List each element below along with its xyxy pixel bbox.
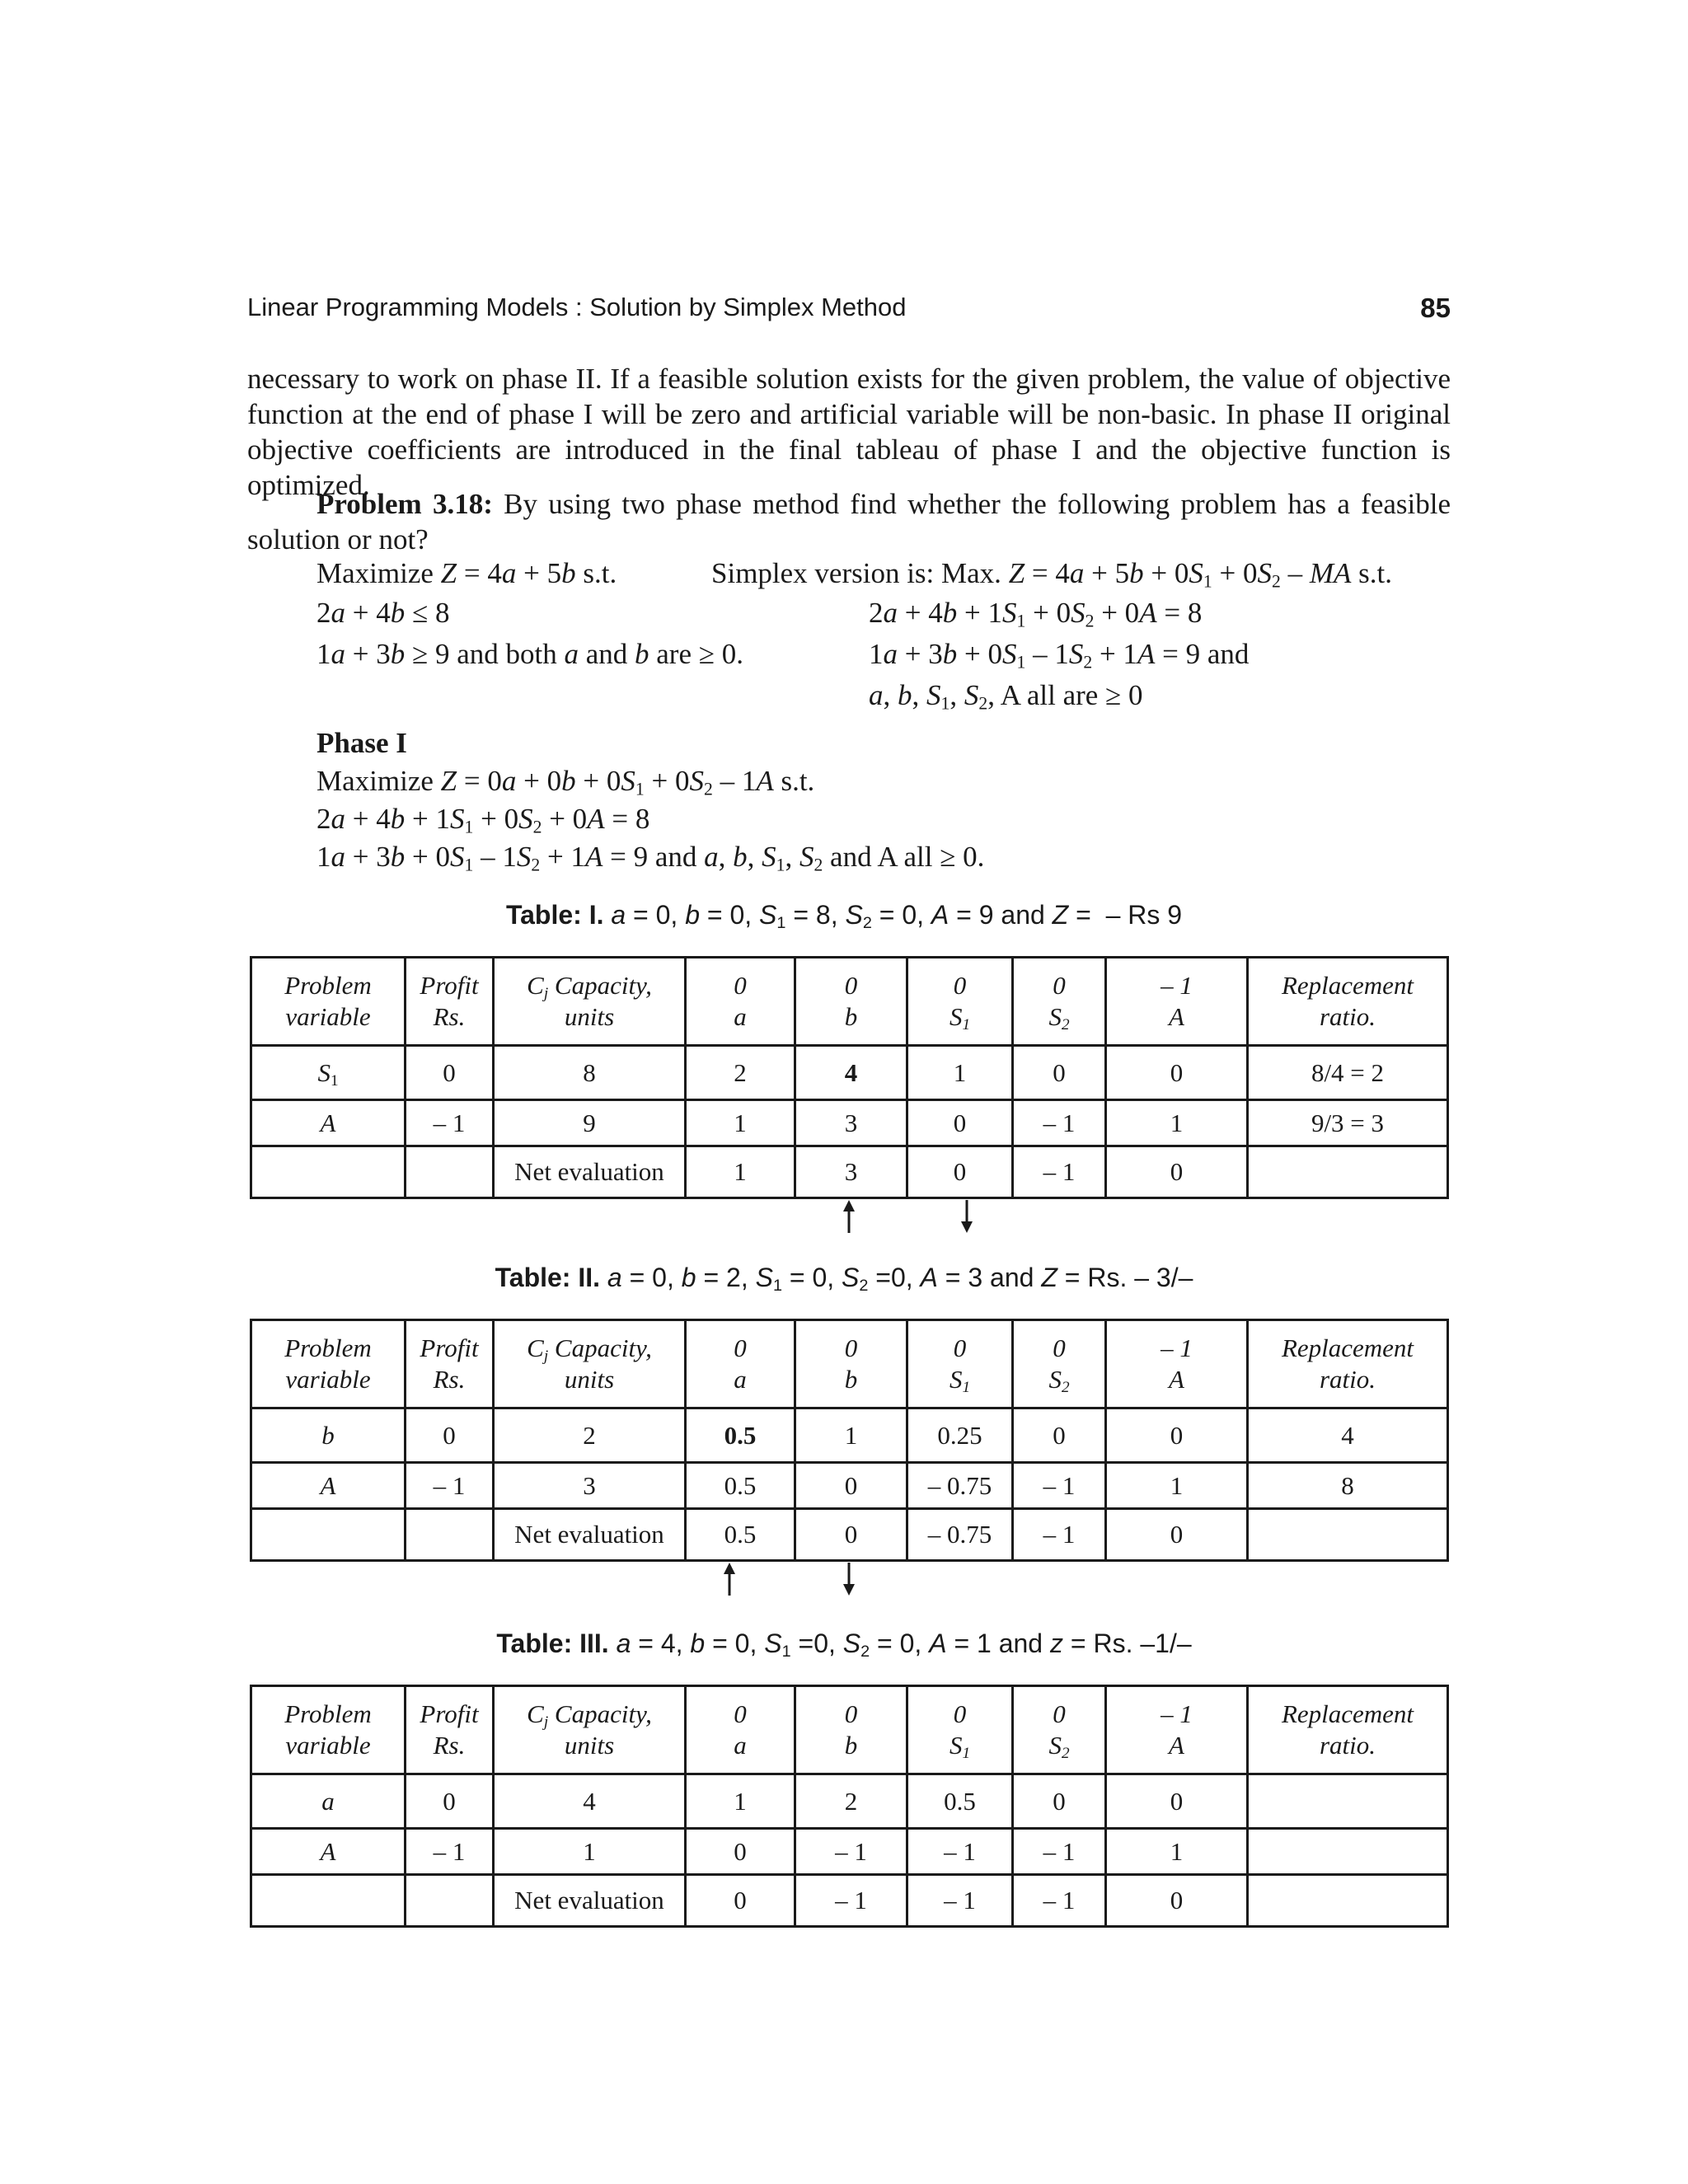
running-header [247,293,1451,334]
col-header-a: 0 a [686,1320,795,1408]
col-header-replacement-ratio: Replacement ratio. [1248,958,1448,1046]
simplex-constraint-2: $1a + 3b + 0S_1 - 1S_2 + 1A = 9$ and [869,638,1250,673]
table-2-caption: Table: II. a = 0, b = 2, $S_1 = 0$, $S_2 =0$, A = 3 and Z = Rs. – 3/– [495,1263,1193,1295]
down-arrow-icon [841,1563,857,1596]
page-number: 85 [1420,293,1451,323]
cell-b: – 1 [795,1829,907,1875]
col-header-replacement-ratio: Replacement ratio. [1248,1320,1448,1408]
cell-a: 1 [686,1146,795,1198]
cell-b: 1 [795,1408,907,1463]
cell-b: 0 [795,1509,907,1561]
net-evaluation-label: Net evaluation [494,1875,686,1927]
cell-profit: 0 [406,1774,494,1829]
cell-artificial: 1 [1106,1463,1248,1509]
col-header-capacity: $C_j$ Capacity, units [494,1320,686,1408]
cell-ratio [1248,1875,1448,1927]
col-header-s1: 0 $S_1$ [907,1686,1013,1774]
running-title: Linear Programming Models : Solution by Simplex Method [247,293,907,321]
phase1-objective: Maximize $Z = 0a + 0b + 0S_1 + 0S_2 - 1A$ s.t. [316,765,815,799]
cell-s2: – 1 [1013,1829,1106,1875]
cell-s1: 0 [907,1100,1013,1146]
cell-profit: – 1 [406,1100,494,1146]
cell-b: 3 [795,1100,907,1146]
table-row [251,1829,1448,1875]
cell-profit: – 1 [406,1463,494,1509]
problem-text: By using two phase method find whether the following problem has a feasible solution or not? [247,488,1451,555]
cell-artificial: 0 [1106,1875,1248,1927]
constraint-1: 2a + 4b ≤ 8 [316,597,450,629]
problem-label: Problem 3.18: [316,488,493,520]
cell-ratio: 8 [1248,1463,1448,1509]
cell-capacity: 8 [494,1046,686,1100]
cell-ratio: 8/4 = 2 [1248,1046,1448,1100]
col-header-capacity: $C_j$ Capacity, units [494,958,686,1046]
cell-s1: – 1 [907,1829,1013,1875]
cell-ratio [1248,1774,1448,1829]
cell-ratio [1248,1829,1448,1875]
cell-a: 2 [686,1046,795,1100]
col-header-s2: 0 $S_2$ [1013,1320,1106,1408]
up-arrow-icon [841,1200,857,1233]
table-row [251,1463,1448,1509]
col-header-a: 0 a [686,1686,795,1774]
table-1-caption: Table: I. a = 0, b = 0, $S_1 = 8$, $S_2 = 0$, A = 9 and Z = – Rs 9 [505,900,1183,932]
col-header-profit: Profit Rs. [406,1320,494,1408]
table-row [251,1046,1448,1100]
cell-s2: 0 [1013,1774,1106,1829]
cell-s2: 0 [1013,1046,1106,1100]
cell-ratio [1248,1509,1448,1561]
cell-s1: 0 [907,1146,1013,1198]
cell-artificial: 0 [1106,1046,1248,1100]
col-header-b: 0 b [795,1686,907,1774]
simplex-constraint-1: $2a + 4b + 1S_1 + 0S_2 + 0A = 8$ [869,597,1203,631]
col-header-s1: 0 $S_1$ [907,1320,1013,1408]
cell-s1: – 0.75 [907,1463,1013,1509]
cell-artificial: 0 [1106,1774,1248,1829]
table-row [251,1408,1448,1463]
cell-ratio: 4 [1248,1408,1448,1463]
simplex-table-3 [250,1685,1449,1928]
net-evaluation-row [251,1509,1448,1561]
col-header-a: 0 a [686,958,795,1046]
cell-b: – 1 [795,1875,907,1927]
col-header-artificial: – 1 A [1106,958,1248,1046]
simplex-table-1 [250,956,1449,1199]
col-header-capacity: $C_j$ Capacity, units [494,1686,686,1774]
basis-variable: A [251,1100,406,1146]
cell-empty [251,1509,406,1561]
cell-ratio: 9/3 = 3 [1248,1100,1448,1146]
cell-profit: – 1 [406,1829,494,1875]
cell-a: 0 [686,1875,795,1927]
col-header-b: 0 b [795,1320,907,1408]
cell-b: 2 [795,1774,907,1829]
basis-variable: b [251,1408,406,1463]
col-header-problem-variable: Problem variable [251,958,406,1046]
basis-variable: a [251,1774,406,1829]
constraint-2: 1a + 3b ≥ 9 and both a and b are ≥ 0. [316,638,743,670]
table-row [251,1774,1448,1829]
cell-capacity: 1 [494,1829,686,1875]
up-arrow-icon [721,1563,738,1596]
basis-variable: A [251,1829,406,1875]
phase-heading: Phase I [316,727,407,759]
cell-capacity: 4 [494,1774,686,1829]
table-1-label: Table: I. [505,900,604,930]
intro-paragraph: necessary to work on phase II. If a feasible solution exists for the given problem, the value of objective function at the end of phase I will be zero and artificial variable will be non-basic. In phase II original objective coefficients are introduced in the final tableau of phase I and the objective function is optimized. [247,363,1451,501]
cell-empty [251,1875,406,1927]
table-header-row [251,958,1448,1046]
cell-empty [406,1875,494,1927]
cell-capacity: 2 [494,1408,686,1463]
cell-s1: 0.25 [907,1408,1013,1463]
cell-ratio [1248,1146,1448,1198]
col-header-replacement-ratio: Replacement ratio. [1248,1686,1448,1774]
cell-s2: – 1 [1013,1463,1106,1509]
cell-a: 1 [686,1100,795,1146]
col-header-artificial: – 1 A [1106,1686,1248,1774]
cell-artificial: 0 [1106,1408,1248,1463]
cell-artificial: 1 [1106,1100,1248,1146]
net-evaluation-label: Net evaluation [494,1146,686,1198]
cell-s2: 0 [1013,1408,1106,1463]
col-header-problem-variable: Problem variable [251,1320,406,1408]
cell-b: 3 [795,1146,907,1198]
cell-s2: – 1 [1013,1875,1106,1927]
col-header-s2: 0 $S_2$ [1013,958,1106,1046]
cell-empty [251,1146,406,1198]
col-header-artificial: – 1 A [1106,1320,1248,1408]
phase1-constraint-2: $1a + 3b + 0S_1 - 1S_2 + 1A = 9$ and a, b, $S_1$, $S_2$ and A all ≥ 0. [316,841,985,875]
objective-original: Maximize Z = 4a + 5b s.t. [316,557,617,589]
cell-artificial: 0 [1106,1509,1248,1561]
col-header-problem-variable: Problem variable [251,1686,406,1774]
net-evaluation-row [251,1875,1448,1927]
down-arrow-icon [959,1200,975,1233]
phase1-constraint-1: $2a + 4b + 1S_1 + 0S_2 + 0A = 8$ [316,803,650,837]
basis-variable: A [251,1463,406,1509]
cell-a: 1 [686,1774,795,1829]
cell-s2: – 1 [1013,1100,1106,1146]
table-2-label: Table: II. [495,1263,601,1292]
cell-b: 0 [795,1463,907,1509]
problem-statement [247,486,1451,557]
simplex-objective: Simplex version is: Max. $Z = 4a + 5b + 0S_1 + 0S_2$ – MA s.t. [711,557,1392,592]
table-header-row [251,1320,1448,1408]
pivot-cell: 4 [795,1046,907,1100]
cell-artificial: 1 [1106,1829,1248,1875]
table-3-caption: Table: III. a = 4, b = 0, $S_1 =0$, $S_2 = 0$, A = 1 and z = Rs. –1/– [496,1629,1192,1661]
col-header-s1: 0 $S_1$ [907,958,1013,1046]
cell-s1: 0.5 [907,1774,1013,1829]
cell-profit: 0 [406,1408,494,1463]
col-header-b: 0 b [795,958,907,1046]
cell-s1: – 1 [907,1875,1013,1927]
cell-artificial: 0 [1106,1146,1248,1198]
cell-capacity: 3 [494,1463,686,1509]
net-evaluation-label: Net evaluation [494,1509,686,1561]
basis-variable: $S_1$ [251,1046,406,1100]
cell-empty [406,1509,494,1561]
table-3-label: Table: III. [496,1629,609,1658]
table-row [251,1100,1448,1146]
cell-capacity: 9 [494,1100,686,1146]
pivot-cell: 0.5 [686,1408,795,1463]
cell-profit: 0 [406,1046,494,1100]
col-header-s2: 0 $S_2$ [1013,1686,1106,1774]
simplex-nonnegativity: a, b, $S_1$, $S_2$, A all are ≥ 0 [869,679,1143,714]
col-header-profit: Profit Rs. [406,958,494,1046]
cell-s1: 1 [907,1046,1013,1100]
cell-s1: – 0.75 [907,1509,1013,1561]
cell-a: 0.5 [686,1463,795,1509]
cell-s2: – 1 [1013,1509,1106,1561]
simplex-table-2 [250,1319,1449,1562]
col-header-profit: Profit Rs. [406,1686,494,1774]
cell-empty [406,1146,494,1198]
net-evaluation-row [251,1146,1448,1198]
cell-a: 0.5 [686,1509,795,1561]
cell-s2: – 1 [1013,1146,1106,1198]
cell-a: 0 [686,1829,795,1875]
table-header-row [251,1686,1448,1774]
